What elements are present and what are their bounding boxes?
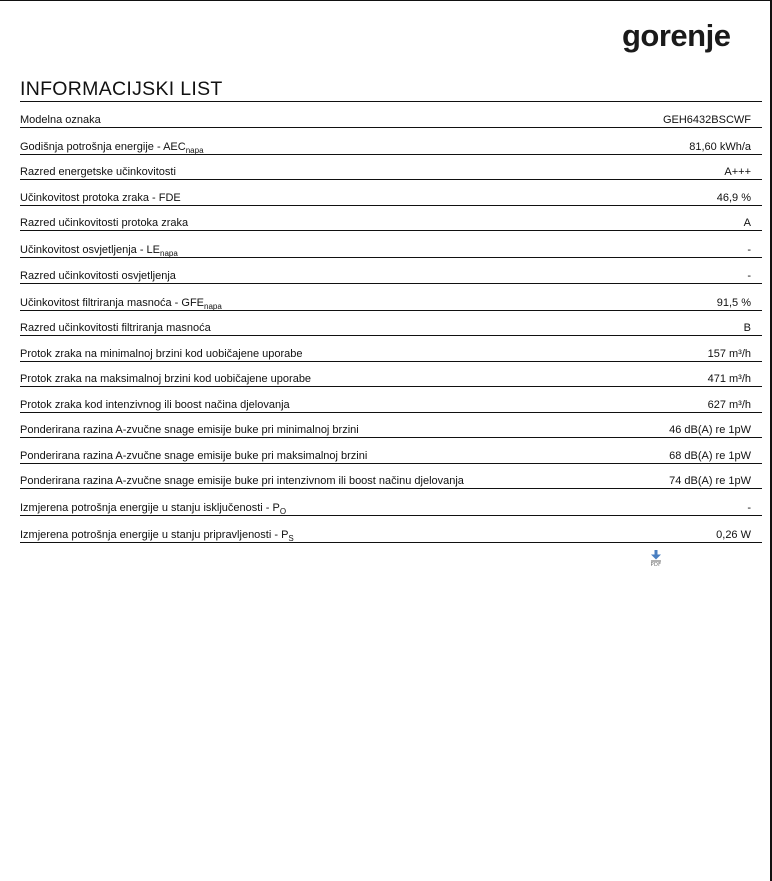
spec-label-subscript: S: [288, 534, 294, 543]
spec-label-text: Ponderirana razina A-zvučne snage emisije buke pri maksimalnoj brzini: [20, 449, 368, 462]
spec-label: [20, 475, 464, 487]
download-arrow-icon: [650, 550, 662, 562]
spec-value: -: [747, 244, 751, 256]
spec-label: [20, 399, 290, 411]
spec-value: 627 m³/h: [707, 398, 751, 411]
spec-label-text: Razred učinkovitosti filtriranja masnoća: [20, 322, 211, 334]
spec-value: 81,60 kWh/a: [689, 140, 751, 153]
spec-label: [20, 348, 303, 360]
spec-label-text: Razred energetske učinkovitosti: [20, 166, 176, 178]
spec-row: [20, 258, 762, 284]
spec-label-subscript: napa: [204, 301, 222, 311]
spec-label-text: Godišnja potrošnja energije - AEC: [20, 140, 186, 153]
pdf-download-button[interactable]: [648, 550, 664, 570]
spec-row: [20, 284, 762, 311]
spec-label: [20, 141, 204, 153]
spec-row: [20, 231, 762, 258]
spec-label: [20, 244, 178, 256]
page-border-top: [0, 0, 772, 1]
spec-row: [20, 387, 762, 413]
spec-value: -: [747, 269, 751, 282]
spec-label-subscript: napa: [160, 249, 178, 258]
spec-row: [20, 128, 762, 155]
spec-row: [20, 311, 762, 337]
spec-value: 471 m³/h: [707, 373, 751, 385]
spec-label-text: Ponderirana razina A-zvučne snage emisije buke pri minimalnoj brzini: [20, 424, 359, 436]
spec-label: [20, 217, 188, 229]
spec-row: [20, 180, 762, 206]
spec-label-text: Razred učinkovitosti osvjetljenja: [20, 269, 176, 282]
spec-value: 68 dB(A) re 1pW: [669, 449, 751, 462]
gorenje-logo: gorenje: [622, 18, 731, 53]
spec-row: [20, 464, 762, 490]
spec-value: A: [743, 217, 751, 229]
spec-value: 0,26 W: [716, 529, 751, 541]
spec-label-text: Modelna oznaka: [20, 113, 101, 126]
spec-row: [20, 489, 762, 516]
spec-label-text: Učinkovitost protoka zraka - FDE: [20, 191, 181, 204]
spec-label-text: Protok zraka na maksimalnoj brzini kod uobičajene uporabe: [20, 373, 312, 385]
spec-label-subscript: napa: [185, 145, 204, 155]
spec-value: B: [743, 322, 751, 334]
spec-label: [20, 270, 176, 282]
spec-label: [20, 166, 176, 178]
spec-value: A+++: [724, 166, 751, 178]
spec-label: [20, 502, 286, 514]
spec-label-text: Učinkovitost filtriranja masnoća - GFE: [20, 296, 204, 309]
spec-label-subscript: O: [279, 507, 287, 516]
spec-row: [20, 102, 762, 128]
spec-label: [20, 192, 181, 204]
pdf-label: PDF: [650, 562, 662, 568]
spec-value: 46,9 %: [716, 191, 751, 204]
spec-row: [20, 413, 762, 439]
spec-value: 91,5 %: [716, 296, 751, 309]
spec-row: [20, 206, 762, 232]
spec-value: 46 dB(A) re 1pW: [669, 424, 751, 436]
spec-label-text: Protok zraka kod intenzivnog ili boost načina djelovanja: [20, 398, 290, 411]
spec-value: -: [747, 502, 751, 514]
spec-label: [20, 297, 222, 309]
spec-label-text: Protok zraka na minimalnoj brzini kod uobičajene uporabe: [20, 347, 303, 360]
page-title: INFORMACIJSKI LIST: [20, 78, 762, 102]
spec-table: [20, 102, 762, 543]
spec-row: [20, 362, 762, 388]
spec-label-text: Izmjerena potrošnja energije u stanju pripravljenosti - P: [20, 529, 289, 541]
spec-row: [20, 438, 762, 464]
spec-label: [20, 529, 294, 541]
spec-label: [20, 114, 101, 126]
spec-label: [20, 322, 211, 334]
spec-label: [20, 450, 367, 462]
spec-label-text: Ponderirana razina A-zvučne snage emisije buke pri intenzivnom ili boost načinu djelovanja: [20, 475, 464, 487]
spec-label-text: Učinkovitost osvjetljenja - LE: [20, 244, 161, 256]
spec-label: [20, 424, 359, 436]
spec-label-text: Razred učinkovitosti protoka zraka: [20, 217, 189, 229]
spec-row: [20, 155, 762, 181]
spec-value: GEH6432BSCWF: [662, 113, 751, 126]
spec-label-text: Izmjerena potrošnja energije u stanju isključenosti - P: [20, 502, 280, 514]
spec-value: 157 m³/h: [707, 347, 751, 360]
spec-label: [20, 373, 311, 385]
spec-value: 74 dB(A) re 1pW: [669, 475, 751, 487]
spec-row: [20, 516, 762, 543]
spec-row: [20, 336, 762, 362]
